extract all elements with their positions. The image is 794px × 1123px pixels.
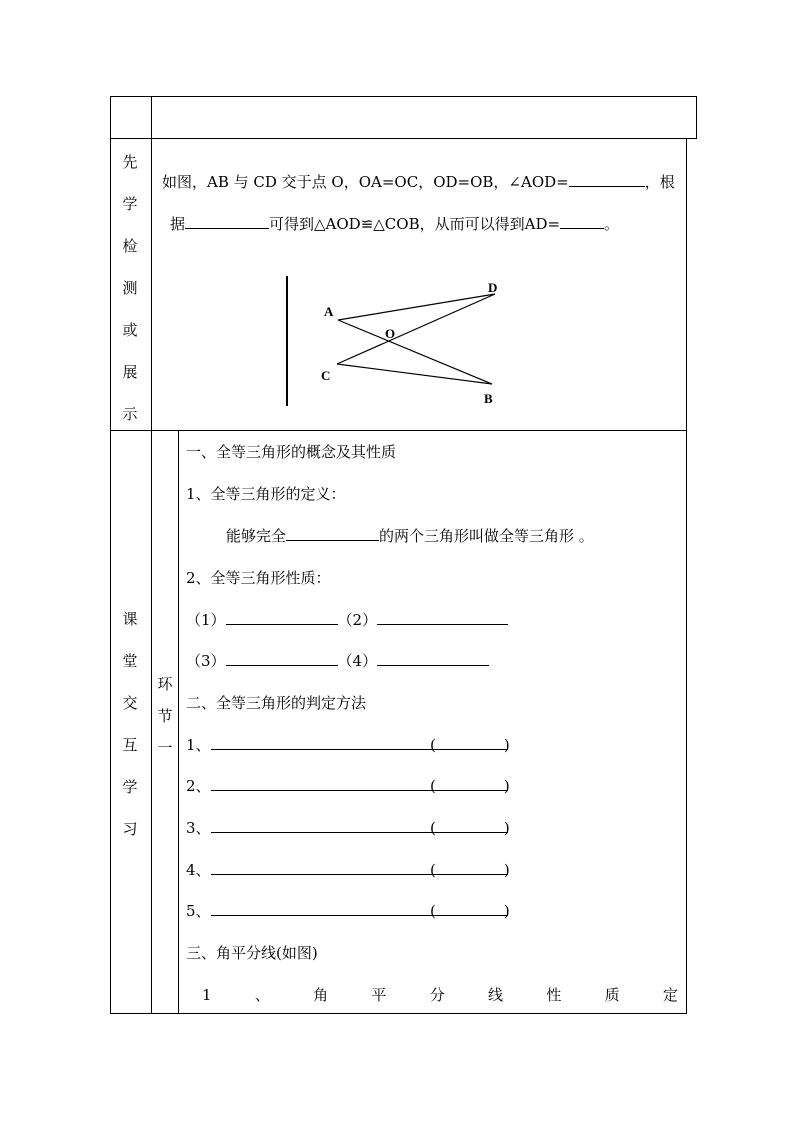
preview-text: 。 [604,215,620,233]
criterion-number: 4、 [186,861,211,879]
segment-AD [338,294,495,320]
table-border-top [110,96,697,97]
point-label-A: A [324,304,334,319]
answer-blank[interactable] [286,526,379,541]
paren-close: ) [503,736,510,754]
preview-label-char: 测 [122,279,138,297]
paren-open: ( [430,902,436,920]
table-border-right [686,138,687,1014]
classroom-label-char: 学 [122,778,138,796]
section-1-heading: 一、全等三角形的概念及其性质 [186,443,397,461]
paren-close: ) [503,777,510,795]
property-number: （4） [337,652,378,670]
criterion-paren [430,776,510,796]
table-border-bottom [110,1013,687,1014]
preview-label-char: 示 [122,405,138,423]
property-number: （2） [337,611,378,629]
point-label-O: O [385,326,396,341]
label-column-divider [151,96,152,1014]
paren-open: ( [430,861,436,879]
step-column-divider [178,430,179,1014]
preview-text: 据 [170,215,186,233]
point-label-B: B [484,391,493,406]
preview-label-char: 展 [122,363,138,381]
point-label-D: D [488,280,498,295]
preview-label [120,141,140,435]
angle-bisector-property-line [202,985,678,1005]
preview-label-char: 先 [122,153,138,171]
classroom-label-char: 互 [122,736,138,754]
table-border-left [110,96,111,1014]
answer-blank[interactable] [377,651,489,666]
justified-char: 1 [202,986,212,1004]
criterion-paren [430,735,510,755]
paren-open: ( [430,819,436,837]
answer-blank[interactable] [226,651,338,666]
preview-text: 可得到△AOD≌△COB，从而可以得到AD= [269,215,561,233]
justified-char: 线 [488,986,504,1004]
paren-open: ( [430,736,436,754]
preview-text: 如图，AB 与 CD 交于点 O，OA=OC，OD=OB，∠AOD= [162,173,569,191]
paren-open: ( [430,777,436,795]
property-number: （3） [186,652,226,670]
classroom-label-char: 堂 [122,652,138,670]
classroom-label-char: 课 [122,610,138,628]
properties-row-1 [186,610,508,630]
criterion-paren [430,901,510,921]
justified-char: 角 [313,986,329,1004]
answer-blank[interactable] [569,172,645,187]
preview-question-line-2 [170,214,619,234]
definition-title: 1、全等三角形的定义： [186,485,346,503]
geometry-diagram [280,272,510,412]
property-number: （1） [186,611,226,629]
preview-label-char: 学 [122,195,138,213]
justified-char: 定 [662,986,678,1004]
classroom-label-char: 习 [122,820,138,838]
justified-char: 性 [546,986,562,1004]
criterion-paren [430,860,510,880]
paren-close: ) [503,819,510,837]
preview-text: ，根 [644,173,675,191]
preview-label-char: 检 [122,237,138,255]
properties-row-2 [186,651,489,671]
criterion-paren [430,818,510,838]
criterion-number: 3、 [186,819,211,837]
preview-label-char: 或 [122,321,138,339]
definition-line [226,526,594,546]
paren-close: ) [503,861,510,879]
answer-blank[interactable] [377,610,508,625]
justified-char: 质 [604,986,620,1004]
row1-right-border [696,96,697,139]
definition-text: 的两个三角形叫做全等三角形 。 [379,527,594,545]
justified-char: 分 [429,986,445,1004]
step-label [155,668,175,764]
properties-title: 2、全等三角形性质： [186,569,331,587]
answer-blank[interactable] [226,610,338,625]
section-2-heading: 二、全等三角形的判定方法 [186,694,367,712]
row2-bottom [110,430,687,431]
step-label-char: 一 [157,739,173,757]
definition-text: 能够完全 [226,527,287,545]
criterion-number: 2、 [186,777,211,795]
answer-blank[interactable] [185,214,269,229]
step-label-char: 节 [157,707,173,725]
paren-close: ) [503,902,510,920]
point-label-C: C [321,368,331,383]
step-label-char: 环 [157,675,173,693]
justified-char: 、 [254,986,270,1004]
answer-blank[interactable] [560,214,604,229]
preview-question-line-1 [162,172,675,192]
classroom-label [120,598,140,850]
section-3-heading: 三、角平分线(如图) [186,944,318,962]
justified-char: 平 [371,986,387,1004]
criterion-number: 5、 [186,902,211,920]
row1-bottom [110,138,697,139]
classroom-label-char: 交 [122,694,138,712]
criterion-number: 1、 [186,736,211,754]
